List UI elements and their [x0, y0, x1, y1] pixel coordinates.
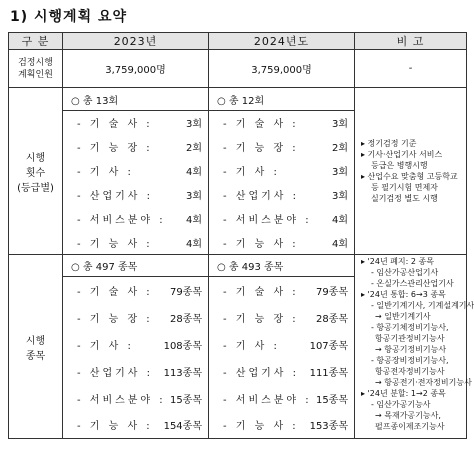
items-notes-list	[355, 255, 474, 432]
header-row	[9, 33, 467, 50]
item-value: 28종목	[169, 313, 202, 325]
count-label: - 서비스분야 :	[223, 215, 312, 226]
count-value: 2회	[185, 143, 202, 154]
counts-note: 실기검정 별도 시행	[371, 194, 438, 203]
item-value: 15종목	[169, 394, 202, 406]
item-label: - 서비스분야 :	[223, 394, 312, 406]
item-value: 113종목	[163, 367, 202, 379]
summary-table	[8, 32, 474, 439]
items-note: - 임산가공기능사	[371, 400, 431, 409]
item-value: 111종목	[309, 367, 348, 379]
count-value: 3회	[331, 191, 348, 202]
counts-note: ▸ 기사·산업기사 서비스	[361, 150, 443, 159]
counts-label	[9, 88, 63, 255]
items-note: ▸ '24년 통합: 6→3 종목	[361, 290, 446, 299]
items-total-row	[9, 255, 467, 277]
applicants-row	[9, 50, 467, 88]
items-note: → 항공전기·전자정비기능사	[375, 378, 472, 387]
count-value: 3회	[185, 119, 202, 131]
count-value: 4회	[331, 215, 348, 226]
items-label-line2: 종목	[25, 350, 46, 362]
items-2024-total: ○ 총 493 종목	[209, 255, 355, 277]
item-label: - 산업기사 :	[223, 367, 299, 379]
items-note: → 항공기정비기능사	[375, 345, 447, 354]
count-label: - 기 술 사 :	[223, 119, 299, 131]
applicants-2024: 3,759,000명	[209, 50, 355, 88]
count-label: - 산업기사 :	[223, 191, 299, 202]
items-note: 항공기관정비기능사	[375, 334, 445, 343]
applicants-label	[9, 50, 63, 88]
count-label: - 기 사 :	[77, 167, 134, 178]
counts-notes-list	[355, 138, 466, 204]
item-label: - 기 능 장 :	[223, 313, 299, 325]
counts-label-line1: 시행	[25, 152, 46, 164]
items-note: - 온실가스관리산업기사	[371, 279, 454, 288]
count-label: - 기 능 사 :	[77, 238, 153, 250]
item-value: 108종목	[163, 340, 202, 352]
items-note: 펄프종이제조기능사	[375, 422, 445, 431]
count-value: 4회	[331, 238, 348, 250]
applicants-label-line1: 검정시행	[18, 57, 53, 68]
items-notes	[355, 255, 474, 439]
item-value: 153종목	[309, 421, 348, 433]
counts-total-row	[9, 88, 467, 111]
count-value: 2회	[331, 143, 348, 154]
counts-notes	[355, 88, 467, 255]
count-label: - 서비스분야 :	[77, 215, 166, 226]
count-value: 4회	[185, 167, 202, 178]
items-note: → 목재가공기능사,	[375, 411, 441, 420]
count-value: 4회	[185, 238, 202, 250]
applicants-2023: 3,759,000명	[63, 50, 209, 88]
header-remarks: 비 고	[355, 33, 467, 50]
counts-2023-total: ○ 총 13회	[63, 88, 209, 111]
item-label: - 기 술 사 :	[77, 286, 153, 298]
count-label: - 기 능 장 :	[77, 143, 153, 154]
applicants-note: -	[355, 50, 467, 88]
item-label: - 기 사 :	[223, 340, 280, 352]
counts-note: 등 필기시험 면제자	[371, 183, 438, 192]
item-value: 154종목	[163, 421, 202, 433]
count-label: - 기 능 사 :	[223, 238, 299, 250]
item-value: 79종목	[169, 286, 202, 298]
items-note: - 일반기계기사, 기계설계기사	[371, 301, 474, 310]
header-2023: 2023년	[63, 33, 209, 50]
items-note: 항공전자정비기능사	[375, 367, 445, 376]
count-label: - 기 능 장 :	[223, 143, 299, 154]
items-2023-total: ○ 총 497 종목	[63, 255, 209, 277]
item-label: - 기 능 사 :	[223, 421, 299, 433]
counts-note: 등급은 병행시행	[371, 161, 428, 170]
count-value: 3회	[331, 167, 348, 178]
item-label: - 산업기사 :	[77, 367, 153, 379]
items-note: - 항공기체정비기능사,	[371, 323, 449, 332]
item-label: - 기 사 :	[77, 340, 134, 352]
items-label-line1: 시행	[25, 335, 46, 347]
item-label: - 기 능 장 :	[77, 313, 153, 325]
applicants-label-line2: 계획인원	[18, 69, 53, 80]
items-note: ▸ '24년 분할: 1→2 종목	[361, 389, 446, 398]
items-note: → 일반기계기사	[375, 312, 431, 321]
counts-note: ▸ 산업수요 맞춤형 고등학교	[361, 172, 458, 181]
items-note: - 항공장비정비기능사,	[371, 356, 449, 365]
counts-note: ▸ 정기검정 기준	[361, 139, 417, 148]
counts-label-line2: 횟수	[25, 167, 46, 179]
count-value: 4회	[185, 215, 202, 226]
section-title: 1) 시행계획 요약	[10, 9, 128, 25]
count-label: - 산업기사 :	[77, 191, 153, 202]
items-note: ▸ '24년 폐지: 2 종목	[361, 257, 434, 266]
item-label: - 서비스분야 :	[77, 394, 166, 406]
count-label: - 기 술 사 :	[77, 119, 153, 131]
count-value: 3회	[185, 191, 202, 202]
counts-label-line3: (등급별)	[17, 182, 54, 194]
count-label: - 기 사 :	[223, 167, 280, 178]
item-value: 28종목	[315, 313, 348, 325]
header-category: 구 분	[9, 33, 63, 50]
header-2024: 2024년도	[209, 33, 355, 50]
counts-2024-total: ○ 총 12회	[209, 88, 355, 111]
item-label: - 기 능 사 :	[77, 421, 153, 433]
items-label	[9, 255, 63, 439]
item-value: 15종목	[315, 394, 348, 406]
count-value: 3회	[331, 119, 348, 131]
items-note: - 임산가공산업기사	[371, 268, 439, 277]
item-label: - 기 술 사 :	[223, 286, 299, 298]
item-value: 79종목	[315, 286, 348, 298]
item-value: 107종목	[309, 340, 348, 352]
